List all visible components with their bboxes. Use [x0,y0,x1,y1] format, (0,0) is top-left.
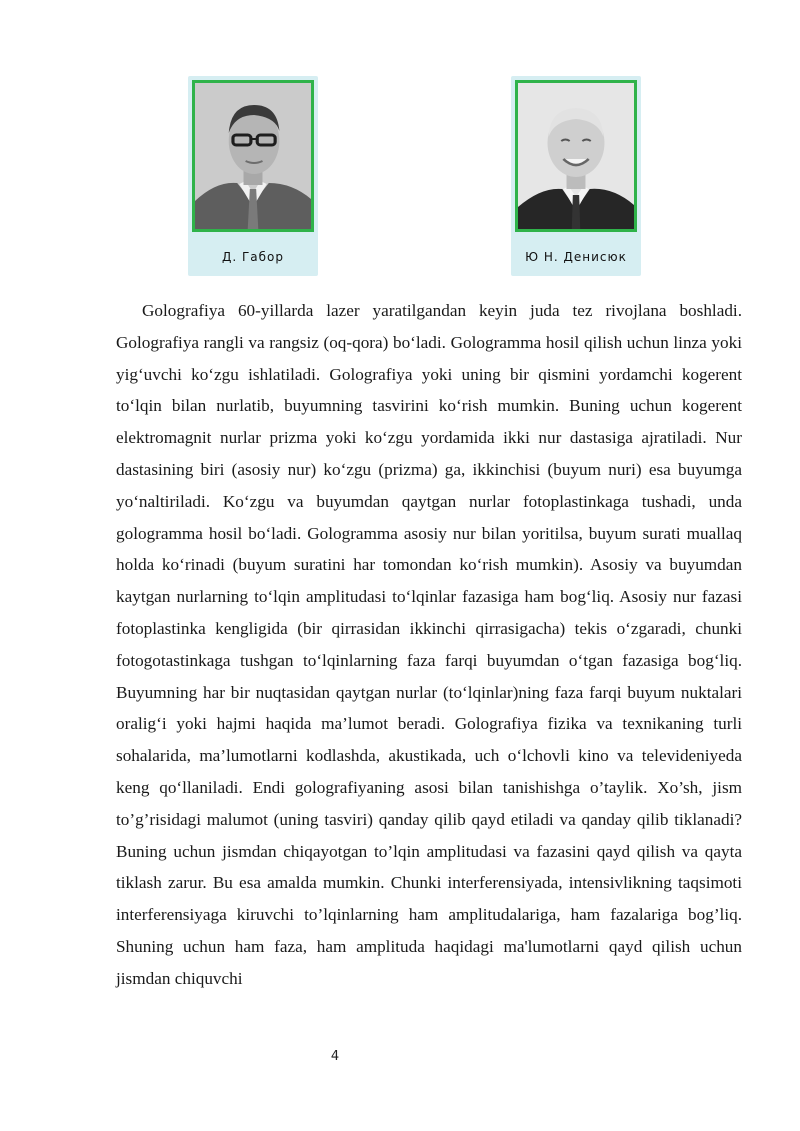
portrait-caption-denisyuk: Ю Н. Денисюк [525,250,627,264]
portrait-caption-gabor: Д. Габор [221,250,285,264]
portrait-photo-gabor [192,80,314,232]
portrait-denisyuk [511,76,641,276]
portrait-gabor [188,76,318,276]
page-number: 4 [330,1049,340,1064]
body-paragraph: Golografiya 60-yillarda lazer yaratilgandan keyin juda tez rivojlana boshladi. Golografiya rangli va rangsiz (oq-qora) bo‘ladi. Gologramma hosil qilish uchun linza yoki yig‘uvchi ko‘zgu ishlatiladi. Golografiya yoki uning bir qismini yordamchi kogerent to‘lqin bilan nurlatib, buyumning tasvirini ko‘rish mumkin. Buning uchun kogerent elektromagnit nurlar prizma yoki ko‘zgu yordamida ikki nur dastasiga ajratiladi. Nur dastasining biri (asosiy nur) ko‘zgu (prizma) ga, ikkinchisi (buyum nuri) esa buyumga yo‘naltiriladi. Ko‘zgu va buyumdan qaytgan nurlar fotoplastinkaga tushadi, unda gologramma hosil bo‘ladi. Gologramma asosiy nur bilan yoritilsa, buyum surati muallaq holda ko‘rinadi (buyum suratini har tomondan ko‘rish mumkin). Asosiy va buyumdan kaytgan nurlarning to‘lqin amplitudasi to‘lqinlar fazasiga ham bog‘liq. Asosiy nur fazasi fotoplastinka kengligida (bir qirrasidan ikkinchi qirrasigacha) tekis o‘zgaradi, chunki fotogotastinkaga tushgan to‘lqinlarning faza farqi buyumdan o‘tgan fazasiga bog‘liq. Buyumning har bir nuqtasidan qaytgan nurlar (to‘lqinlar)ning faza farqi buyum nuktalari oralig‘i yoki hajmi haqida ma’lumot beradi. Golografiya fizika va texnikaning turli sohalarida, ma’lumotlarni kodlashda, akustikada, uch o‘lchovli kino va televideniyeda keng qo‘llaniladi. Endi golografiyaning asosi bilan tanishishga o’taylik. Xo’sh, jism to’g’risidagi malumot (uning tasviri) qanday qilib qayd etiladi va qanday qilib tiklanadi? Buning uchun jismdan chiqayotgan to’lqin amplitudasi va fazasini qayd qilish va qayta tiklash zarur. Bu esa amalda mumkin. Chunki interferensiyada, intensivlikning taqsimoti interferensiyaga kiruvchi to’lqinlarning ham amplitudalariga, ham fazalariga bog’liq. Shuning uchun ham faza, ham amplituda haqidagi ma'lumotlarni qayd qilish uchun jismdan chiquvchi [116,301,742,988]
portrait-photo-denisyuk [515,80,637,232]
